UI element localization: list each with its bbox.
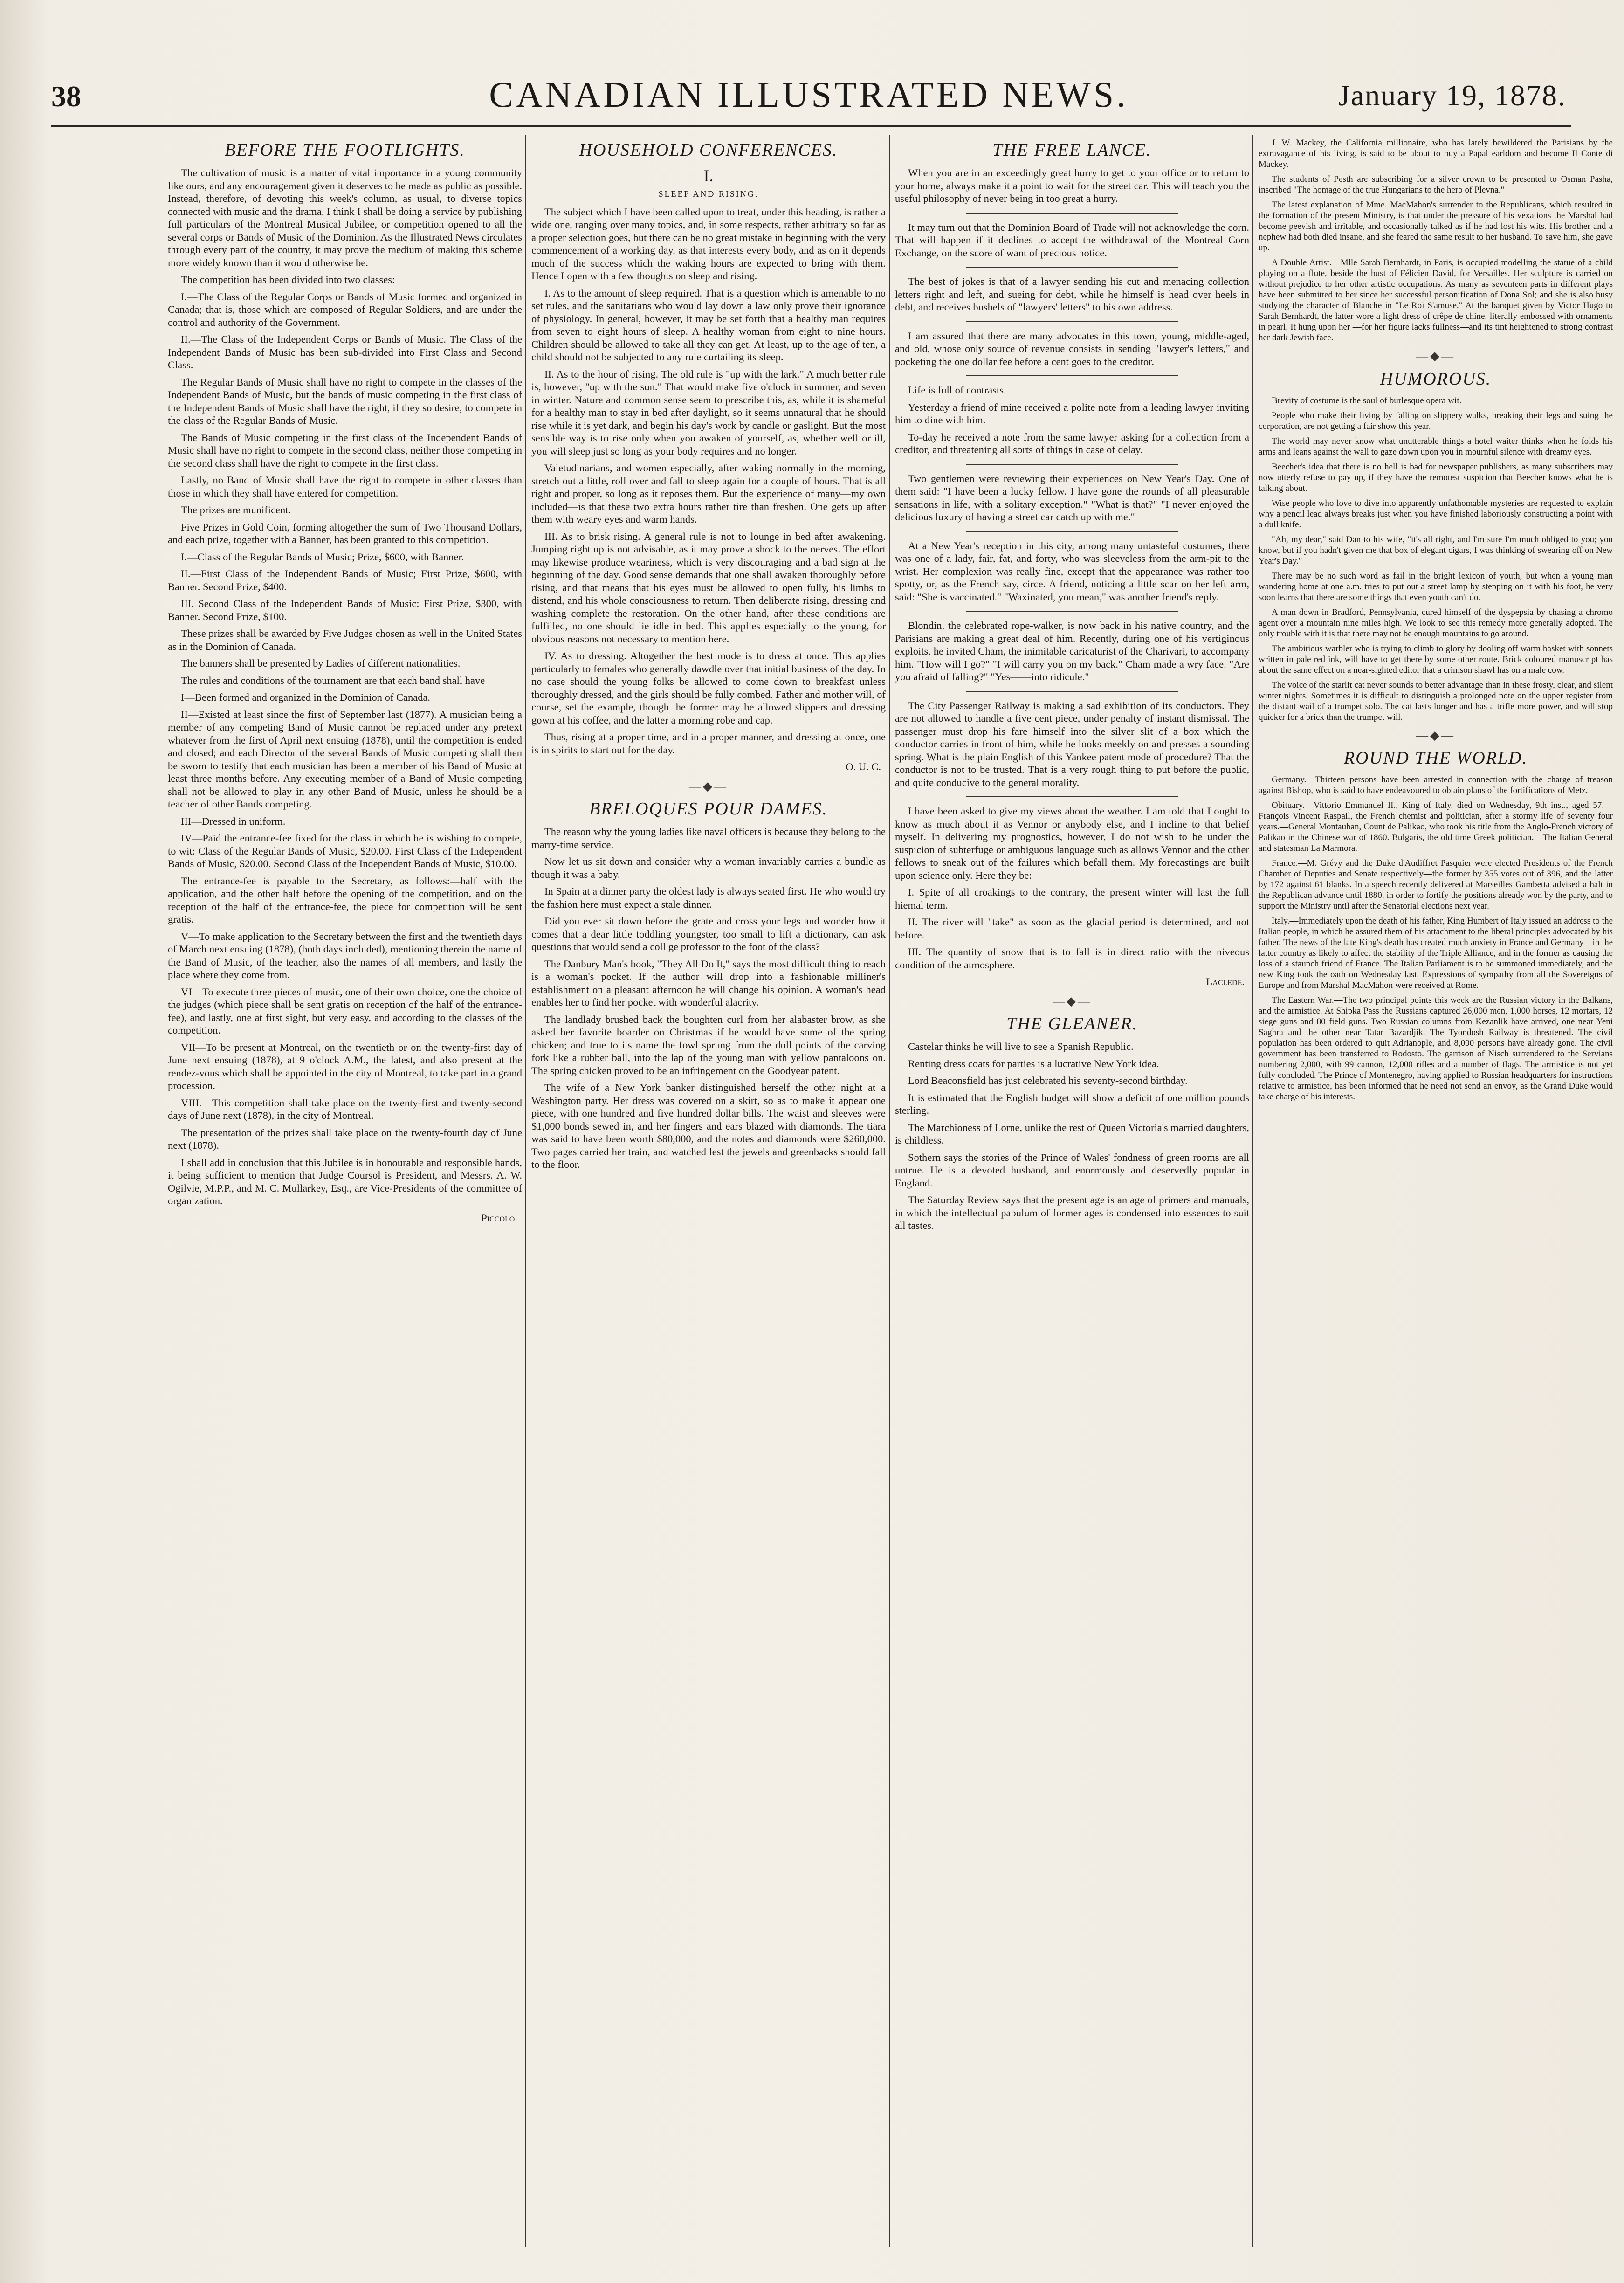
paragraph: III. Second Class of the Independent Bands of Music: First Prize, $300, with Banner. Second Prize, $100.	[168, 598, 522, 622]
paragraph: When you are in an exceedingly great hurry to get to your office or to return to your home, always make it a point to wait for the street car. This will teach you the useful philosophy of never being in too great a hurry.	[895, 167, 1249, 204]
paragraph: It may turn out that the Dominion Board of Trade will not acknowledge the corn. That will happen if it declines to accept the withdrawal of the Montreal Corn Exchange, on the score of want of precious notice.	[895, 221, 1249, 259]
paragraph: It is estimated that the English budget will show a deficit of one million pounds sterling.	[895, 1091, 1249, 1116]
paragraph: VI—To execute three pieces of music, one of their own choice, one the choice of the judges (which piece shall be sent gratis on reception of the half of the entrance-fee), and lastly, one at first sight, but very easy, and according to the classes of the competition.	[168, 986, 522, 1036]
paragraph: Life is full of contrasts.	[908, 384, 1006, 396]
paragraph: The cultivation of music is a matter of vital importance in a young community like ours, and any encouragement given it deserves to be made as public as possible. Instead, therefore, of devoting this week's column, as usual, to diverse topics connected with music and the drama, I think I shall be doing a service by publishing full particulars of the Montreal Musical Jubilee, or competition opened to all the several corps or Bands of Music of the Dominion. As the Illustrated News circulates through every part of the country, it may prove the medium of making this scheme more widely known than it would otherwise be.	[168, 167, 522, 269]
paragraph: V—To make application to the Secretary between the first and the twentieth days of March next ensuing (1878), (both days included), mentioning therein the name of the Band of Music, of the teacher, also the names of all members, and lastly the place where they come from.	[168, 930, 522, 980]
column-3	[895, 138, 1249, 2254]
paragraph: Renting dress coats for parties is a lucrative New York idea.	[908, 1057, 1159, 1069]
ornamental-divider: —◆—	[1053, 994, 1092, 1008]
article-title: HOUSEHOLD CONFERENCES.	[579, 140, 838, 160]
paragraph: The entrance-fee is payable to the Secretary, as follows:—half with the application, and the other half before the opening of the competition, and on the reception of the half of the entrance-fee, the piece for competition will be sent gratis.	[168, 875, 522, 925]
paragraph: The reason why the young ladies like naval officers is because they belong to the marry-time service.	[531, 826, 886, 850]
paragraph: Brevity of costume is the soul of burlesque opera wit.	[1272, 395, 1462, 406]
paragraph: Germany.—Thirteen persons have been arrested in connection with the charge of treason against Bishop, who is said to have endeavoured to obtain plans of the fortifications of Metz.	[1259, 775, 1613, 795]
ornamental-divider: —◆—	[1416, 349, 1455, 363]
paragraph: The world may never know what unutterable things a hotel waiter thinks when he folds his arms and leans against the wall to gaze down upon you in mournful silence with dreamy eyes.	[1259, 436, 1613, 457]
item-divider	[966, 691, 1178, 692]
header-rule	[51, 125, 1571, 127]
paragraph: Now let us sit down and consider why a woman invariably carries a bundle as though it was a baby.	[531, 855, 886, 880]
column-2	[531, 138, 886, 2254]
column-4	[1259, 138, 1613, 2254]
paragraph: IV—Paid the entrance-fee fixed for the class in which he is wishing to compete, to wit: Class of the Regular Bands of Music, $20.00. First Class of the Independent Bands of Music, $20.00. Second Class of the Independent Bands of Music, $10.00.	[168, 832, 522, 869]
paragraph: The City Passenger Railway is making a sad exhibition of its conductors. They are not allowed to handle a five cent piece, under penalty of instant dismissal. The passenger must drop his fare himself into the silver slit of a box which the conductor carries in front of him, while he looks meekly on and presses a sounding spring. What is the plain English of this Yankee patent mode of procedure? That the conductor is not to be trusted. That is a very rough thing to put before the public, and quite conducive to the general morality.	[895, 699, 1249, 788]
paragraph: III—Dressed in uniform.	[181, 815, 286, 827]
author-signature: Piccolo.	[481, 1212, 517, 1224]
paragraph: The Bands of Music competing in the first class of the Independent Bands of Music shall have no right to compete in the second class, neither those competing in the second class shall have the right to compete in the first class.	[168, 431, 522, 469]
paragraph: There may be no such word as fail in the bright lexicon of youth, but when a young man wandering home at one a.m. tries to put out a street lamp by stepping on it with his foot, he very soon learns that there are some things that even youth can't do.	[1259, 571, 1613, 602]
paragraph: The Marchioness of Lorne, unlike the rest of Queen Victoria's married daughters, is childless.	[895, 1121, 1249, 1146]
paragraph: France.—M. Grévy and the Duke d'Audiffret Pasquier were elected Presidents of the French Chamber of Deputies and Senate respectively—the former by 355 votes out of 396, and the latter by 172 against 61 blanks. In a speech recently delivered at Marseilles Gambetta advised a halt in the Republican advance until 1880, in order to fortify the positions already won by the party, and to support the Ministry until after the Senatorial elections next year.	[1259, 858, 1613, 911]
paragraph: Blondin, the celebrated rope-walker, is now back in his native country, and the Parisians are making a great deal of him. Recently, during one of his vertiginous exploits, he invited Cham, the inimitable caricaturist of the Charivari, to accompany him. "How will I go?" "I will carry you on my back." Cham made a wry face. "Are you afraid of falling?" "Yes——into ridicule."	[895, 620, 1249, 683]
item-divider	[966, 321, 1178, 322]
paragraph: The voice of the starlit cat never sounds to better advantage than in these frosty, clear, and silent winter nights. Sometimes it is difficult to distinguish a prolonged note on the upper register from the distant wail of a trumpet solo. The cat lasts longer and has a trifle more power, and will stop quicker for a brick than the trumpet will.	[1259, 680, 1613, 722]
paragraph: I have been asked to give my views about the weather. I am told that I ought to know as much about it as Vennor or anybody else, and I incline to that belief myself. In delivering my prognostics, however, I do not wish to be under the suspicion of subterfuge or ambiguous language such as allows Vennor and the other fellows to sneak out of the failures which befall them. My forecastings are built upon science only. Here they be:	[895, 805, 1249, 881]
item-divider	[966, 611, 1178, 612]
article-title: THE GLEANER.	[1006, 1014, 1138, 1034]
paragraph: Two gentlemen were reviewing their experiences on New Year's Day. One of them said: "I have been a lucky fellow. I have gone the rounds of all pleasurable sensations in life, with a solitary exception." "What is that?" "I never enjoyed the delicious luxury of having a street car catch up with me."	[895, 472, 1249, 523]
paragraph: The Eastern War.—The two principal points this week are the Russian victory in the Balkans, and the armistice. At Shipka Pass the Russians captured 26,000 men, 1,000 horses, 12 mortars, 12 siege guns and 80 field guns. Two Russian columns from Kezanlik have arrived, one near Yeni Saghra and the other near Tatar Bazardjik. The Tyondosh Railway is threatened. The civil population has been ordered to quit Adrianople, and 8,000 persons have already gone. The civil government has been transferred to Rodosto. The garrison of Nisch surrendered to the Servians numbering 2,000, with 99 cannon, 12,000 rifles and a number of flags. The armistice is not yet fully concluded. The Prince of Montenegro, having applied to Russian headquarters for instructions relative to armistice, has been informed that he need not send an envoy, as the Grand Duke would take charge of his interests.	[1259, 995, 1613, 1102]
paragraph: The landlady brushed back the boughten curl from her alabaster brow, as she asked her favorite boarder on Christmas if he would have some of the spring chicken; and true to its name the fowl sprung from the dull points of the carving fork like a rubber ball, into the lap of the young man with yellow pantaloons on. The spring chicken proved to be an infringement on the Goodyear patent.	[531, 1013, 886, 1076]
article-subtitle: SLEEP AND RISING.	[658, 189, 759, 199]
article-title: ROUND THE WORLD.	[1343, 748, 1528, 768]
paragraph: To-day he received a note from the same lawyer asking for a collection from a creditor, and threatening all sorts of things in case of delay.	[895, 431, 1249, 455]
paragraph: Obituary.—Vittorio Emmanuel II., King of Italy, died on Wednesday, 9th inst., aged 57.—François Vincent Raspail, the French chemist and politician, after a stormy life of seventy four years.—General Montauban, Count de Palikao, who took his title from the Anglo-French victory of Palikao in the Chinese war of 1860. Bulgaris, the old time Greek politician.—The Italian General and statesman La Marmora.	[1259, 800, 1613, 853]
paragraph: These prizes shall be awarded by Five Judges chosen as well in the United States as in the Dominion of Canada.	[168, 628, 522, 652]
ornamental-divider: —◆—	[1416, 728, 1455, 742]
column-divider	[1252, 135, 1253, 2247]
item-divider	[966, 267, 1178, 268]
paragraph: The latest explanation of Mme. MacMahon's surrender to the Republicans, which resulted in the formation of the present Ministry, is that under the pressure of his vexations the Marshal had become peevish and irritable, and occasionally talked as if he had lost his wits. His brother and a nephew had both died insane, and she feared the same result to her husband. To save him, she gave up.	[1259, 200, 1613, 253]
paragraph: J. W. Mackey, the California millionaire, who has lately bewildered the Parisians by the extravagance of his living, is said to be about to buy a Papal earldom and become Il Conte di Mackey.	[1259, 138, 1613, 169]
item-divider	[966, 464, 1178, 465]
paragraph: II. The river will "take" as soon as the glacial period is determined, and not before.	[895, 916, 1249, 941]
author-signature: O. U. C.	[846, 761, 881, 772]
column-divider	[889, 135, 890, 2247]
paragraph: A man down in Bradford, Pennsylvania, cured himself of the dyspepsia by chasing a chromo agent over a mountain nine miles high. We look to see this remedy more generally adopted. The only trouble with it is that there may not be enough mountains to go around.	[1259, 607, 1613, 639]
paragraph: Valetudinarians, and women especially, after waking normally in the morning, stretch out a little, roll over and fall to sleep again for a couple of hours. That is all right and proper, so long as it reposes them. But the experience of many—my own included—is that these two extra hours rather tire than freshen. One gets up after them with weary eyes and warm hands.	[531, 462, 886, 525]
paragraph: I. Spite of all croakings to the contrary, the present winter will last the full hiemal term.	[895, 886, 1249, 911]
paragraph: IV. As to dressing. Altogether the best mode is to dress at once. This applies particularly to females who generally dawdle over that initial business of the day. In no case should the young folks be allowed to come down to breakfast unless thoroughly dressed, and the girls should be fully combed. Father and mother will, of course, set the example, though the former may be allowed slippers and dressing gown at his coffee, and the latter a morning robe and cap.	[531, 650, 886, 726]
page-header	[33, 70, 1585, 121]
paragraph: The subject which I have been called upon to treat, under this heading, is rather a wide one, ranging over many topics, and, in some respects, rather arbitrary so far as a proper selection goes, but there can be no great mistake in beginning with the very commencement of a working day, as that interests every body, and as on it depends much of the success which the waking hours are expected to bring with them. Hence I open with a few thoughts on sleep and rising.	[531, 206, 886, 282]
paragraph: The presentation of the prizes shall take place on the twenty-fourth day of June next (1878).	[168, 1126, 522, 1151]
paragraph: The competition has been divided into two classes:	[181, 274, 395, 285]
paragraph: II. As to the hour of rising. The old rule is "up with the lark." A much better rule is, however, "up with the sun." That would make five o'clock in summer, and seven in winter. Nature and common sense seem to prescribe this, as, while it is shameful for a healthy man to stay in bed after daylight, so it seems unnatural that he should rise while it is yet dark, and begin his day's work by candle or gaslight. But the most sensible way is to rise only when you awaken of yourself, as, whether well or ill, you will sleep just so long as your body requires and no longer.	[531, 368, 886, 457]
item-divider	[966, 213, 1178, 214]
item-divider	[966, 375, 1178, 376]
article-title: THE FREE LANCE.	[992, 140, 1152, 160]
paragraph: In Spain at a dinner party the oldest lady is always seated first. He who would try the fashion here must expect a stale dinner.	[531, 885, 886, 910]
paragraph: Sothern says the stories of the Prince of Wales' fondness of green rooms are all untrue. He is a devoted husband, and enormously and deservedly popular in England.	[895, 1151, 1249, 1189]
paragraph: Beecher's idea that there is no hell is bad for newspaper publishers, as many subscribers may now utterly refuse to pay up, if they have the remotest suspicion that Beecher knows what he is talking about.	[1259, 462, 1613, 493]
paragraph: The ambitious warbler who is trying to climb to glory by dooling off warm basket with sonnets written in pale red ink, will have to get there by some other route. Brick coloured manuscript has about the same effect on a near-sighted editor that a crimson shawl has on a male cow.	[1259, 643, 1613, 675]
paragraph: II—Existed at least since the first of September last (1877). A musician being a member of any competing Band of Music cannot be replaced under any pretext whatever from the first of April next ensuing (1878), until the competition is ended and closed; and each Director of the several Bands of Music competing shall then be sworn to testify that each musician has been a member of his Band of Music at least three months before. Any executing member of a Band of Music competing shall not be allowed to play in any other Band of Music, unless he should be a teacher of other Bands competing.	[168, 708, 522, 810]
paragraph: I.—The Class of the Regular Corps or Bands of Music formed and organized in Canada; that is, those which are composed of Regular Soldiers, and are under the control and authority of the Government.	[168, 290, 522, 328]
paragraph: I shall add in conclusion that this Jubilee is in honourable and responsible hands, it being sufficient to mention that Judge Coursol is President, and Messrs. A. W. Ogilvie, M.P.P., and M. C. Mullarkey, Esq., are Vice-Presidents of the committee of organization.	[168, 1156, 522, 1207]
paragraph: The rules and conditions of the tournament are that each band shall have	[181, 674, 485, 686]
paragraph: People who make their living by falling on slippery walks, breaking their legs and suing the corporation, are not getting a fair show this year.	[1259, 410, 1613, 431]
paragraph: Italy.—Immediately upon the death of his father, King Humbert of Italy issued an address to the Italian people, in which he assured them of his attachment to the liberal principles advocated by his father. The news of the late King's death has created much anxiety in France and Germany—in the latter country as likely to affect the stability of the Triple Alliance, and in the former as causing the loss of a staunch friend of France. The Italian Parliament is to be summoned immediately, and the new King took the oath on Wednesday last. Expressions of sympathy from all the Sovereigns of Europe and from Marshal MacMahon were received at Rome.	[1259, 916, 1613, 990]
paragraph: VIII.—This competition shall take place on the twenty-first and twenty-second days of June next (1878), in the city of Montreal.	[168, 1097, 522, 1121]
paragraph: The best of jokes is that of a lawyer sending his cut and menacing collection letters right and left, and sueing for debt, while he himself is head over heels in debt, and receives bushels of "lawyers' letters" to his own address.	[895, 276, 1249, 313]
item-divider	[966, 796, 1178, 797]
issue-date: January 19, 1878.	[1338, 79, 1566, 112]
paragraph: A Double Artist.—Mlle Sarah Bernhardt, in Paris, is occupied modelling the statue of a child playing on a flute, beside the bust of Félicien David, for Versailles. Her sculpture is carried on without prejudice to her other artistic occupations. As many as seventeen parts in different plays have been submitted to her since her successful personification of Dona Sol; and she is also busy studying the character of Blanche in "Le Roi S'amuse." At the banquet given by Victor Hugo to Sarah Bernhardt, the latter wore a light dress of crêpe de chine, literally embossed with ornaments in pearl. It hung upon her —for her figure lacks fullness—and its tint heightened to strong contrast her dark Jewish face.	[1259, 258, 1613, 343]
paragraph: I am assured that there are many advocates in this town, young, middle-aged, and old, whose only source of revenue consists in sending "lawyer's letters," and pocketing the one dollar fee before a cent goes to the creditor.	[895, 330, 1249, 367]
paragraph: III. As to brisk rising. A general rule is not to lounge in bed after awakening. Jumping right up is not advisable, as it may prove a shock to the nerves. The effort may likewise produce weariness, which is very discouraging and a bad sign at the beginning of the day. Good sense demands that one shall awaken thoroughly before rising, and that means that his eyes must be allowed to open fully, his limbs to distend, and his whole consciousness to return. Then deliberate rising, dressing and washing complete the restoration. On the other hand, after these conditions are fulfilled, no one should lie idle in bed. This applies especially to the young, for obvious reasons not necessary to mention here.	[531, 530, 886, 645]
paragraph: I. As to the amount of sleep required. That is a question which is amenable to no set rules, and the sanitarians who would lay down a law only prove their ignorance of physiology. In general, however, it may be set forth that a healthy man requires from seven to eight hours of sleep. A healthy woman from eight to nine hours. Children should be allowed to take all they can get. At least, up to the age of ten, a child should not be subjected to any rule curtailing its sleep.	[531, 287, 886, 363]
paragraph: Thus, rising at a proper time, and in a proper manner, and dressing at once, one is in spirits to start out for the day.	[531, 731, 886, 756]
masthead: CANADIAN ILLUSTRATED NEWS.	[489, 74, 1129, 115]
paragraph: The Regular Bands of Music shall have no right to compete in the classes of the Independent Bands of Music, but the bands of music competing in the first class of the Independent Bands of Music shall have the right, if they so desire, to compete in the class of the Regular Bands of Music.	[168, 376, 522, 426]
paragraph: Wise people who love to dive into apparently unfathomable mysteries are requested to explain why a pencil lead always breaks just when you have finished laboriously constructing a point with a dull knife.	[1259, 498, 1613, 530]
paragraph: II.—The Class of the Independent Corps or Bands of Music. The Class of the Independent Bands of Music has been sub-divided into First Class and Second Class.	[168, 333, 522, 371]
article-title: BEFORE THE FOOTLIGHTS.	[225, 140, 465, 160]
paragraph: The Saturday Review says that the present age is an age of primers and manuals, in which the intellectual pabulum of former ages is condensed into essences to suit all tastes.	[895, 1194, 1249, 1231]
paragraph: Yesterday a friend of mine received a polite note from a leading lawyer inviting him to dine with him.	[895, 401, 1249, 426]
section-numeral: I.	[703, 166, 714, 185]
paragraph: The students of Pesth are subscribing for a silver crown to be presented to Osman Pasha, inscribed "The homage of the true Hungarians to the hero of Plevna."	[1259, 174, 1613, 195]
paragraph: I.—Class of the Regular Bands of Music; Prize, $600, with Banner.	[181, 551, 464, 563]
paragraph: The prizes are munificent.	[181, 504, 291, 516]
article-title: HUMOROUS.	[1380, 369, 1492, 389]
item-divider	[966, 531, 1178, 532]
paragraph: The Danbury Man's book, "They All Do It," says the most difficult thing to reach is a woman's pocket. If the author will drop into a fashionable milliner's establishment on a pleasant afternoon he will change his opinion. A woman's head enables her to find her pocket with wonderful alacrity.	[531, 958, 886, 1008]
paragraph: At a New Year's reception in this city, among many untasteful costumes, there was one of a lady, fair, fat, and forty, who was sleeveless from the arm-pit to the wrist. Her complexion was really fine, except that the appearance was rather too spotty, or, as the French say, circe. A friend, noticing a little scar on her left arm, said: "She is vaccinated." "Waxinated, you mean," was another friend's reply.	[895, 539, 1249, 603]
column-1	[168, 138, 522, 2254]
column-divider	[525, 135, 526, 2247]
paragraph: The wife of a New York banker distinguished herself the other night at a Washington party. Her dress was covered on a skirt, so as to make it appear one piece, with one hundred and five hundred dollar bills. The waist and sleeves were $1,000 bonds sewed in, and her fingers and ears blazed with diamonds. The tiara was said to have been worth $80,000, and the notes and diamonds were $260,000. Two pages carried her train, and watched lest the jewels and greenbacks should fall to the floor.	[531, 1082, 886, 1170]
paragraph: The banners shall be presented by Ladies of different nationalities.	[181, 657, 461, 669]
paragraph: VII—To be present at Montreal, on the twentieth or on the twenty-first day of June next ensuing (1878), at 9 o'clock A.M., the latest, and also present at the rendez-vous which shall be appointed in the city of Montreal, to take part in a grand procession.	[168, 1041, 522, 1091]
paragraph: I—Been formed and organized in the Dominion of Canada.	[181, 691, 431, 703]
paragraph: Lord Beaconsfield has just celebrated his seventy-second birthday.	[908, 1075, 1188, 1086]
paragraph: Castelar thinks he will live to see a Spanish Republic.	[908, 1041, 1134, 1052]
paragraph: "Ah, my dear," said Dan to his wife, "it's all right, and I'm sure I'm much obliged to you; you know, but if you hadn't given me that box of elegant cigars, I was thinking of swearing off on New Year's Day."	[1259, 534, 1613, 566]
paragraph: Did you ever sit down before the grate and cross your legs and wonder how it comes that a dear little toddling youngster, too small to lift a dictionary, can ask questions that would send a coll ge professor to the foot of the class?	[531, 915, 886, 952]
paragraph: Lastly, no Band of Music shall have the right to compete in other classes than those in which they shall have entered for competition.	[168, 474, 522, 499]
page-number: 38	[51, 80, 81, 113]
paragraph: III. The quantity of snow that is to fall is in direct ratio with the niveous condition of the atmosphere.	[895, 946, 1249, 971]
ornamental-divider: —◆—	[689, 779, 728, 793]
article-body	[168, 166, 522, 1207]
article-title: BRELOQUES POUR DAMES.	[589, 799, 828, 819]
author-signature: Laclede.	[1206, 976, 1245, 987]
paragraph: Five Prizes in Gold Coin, forming altogether the sum of Two Thousand Dollars, and each prize, together with a Banner, has been granted to this competition.	[168, 521, 522, 545]
paragraph: II.—First Class of the Independent Bands of Music; First Prize, $600, with Banner. Second Prize, $400.	[168, 568, 522, 593]
